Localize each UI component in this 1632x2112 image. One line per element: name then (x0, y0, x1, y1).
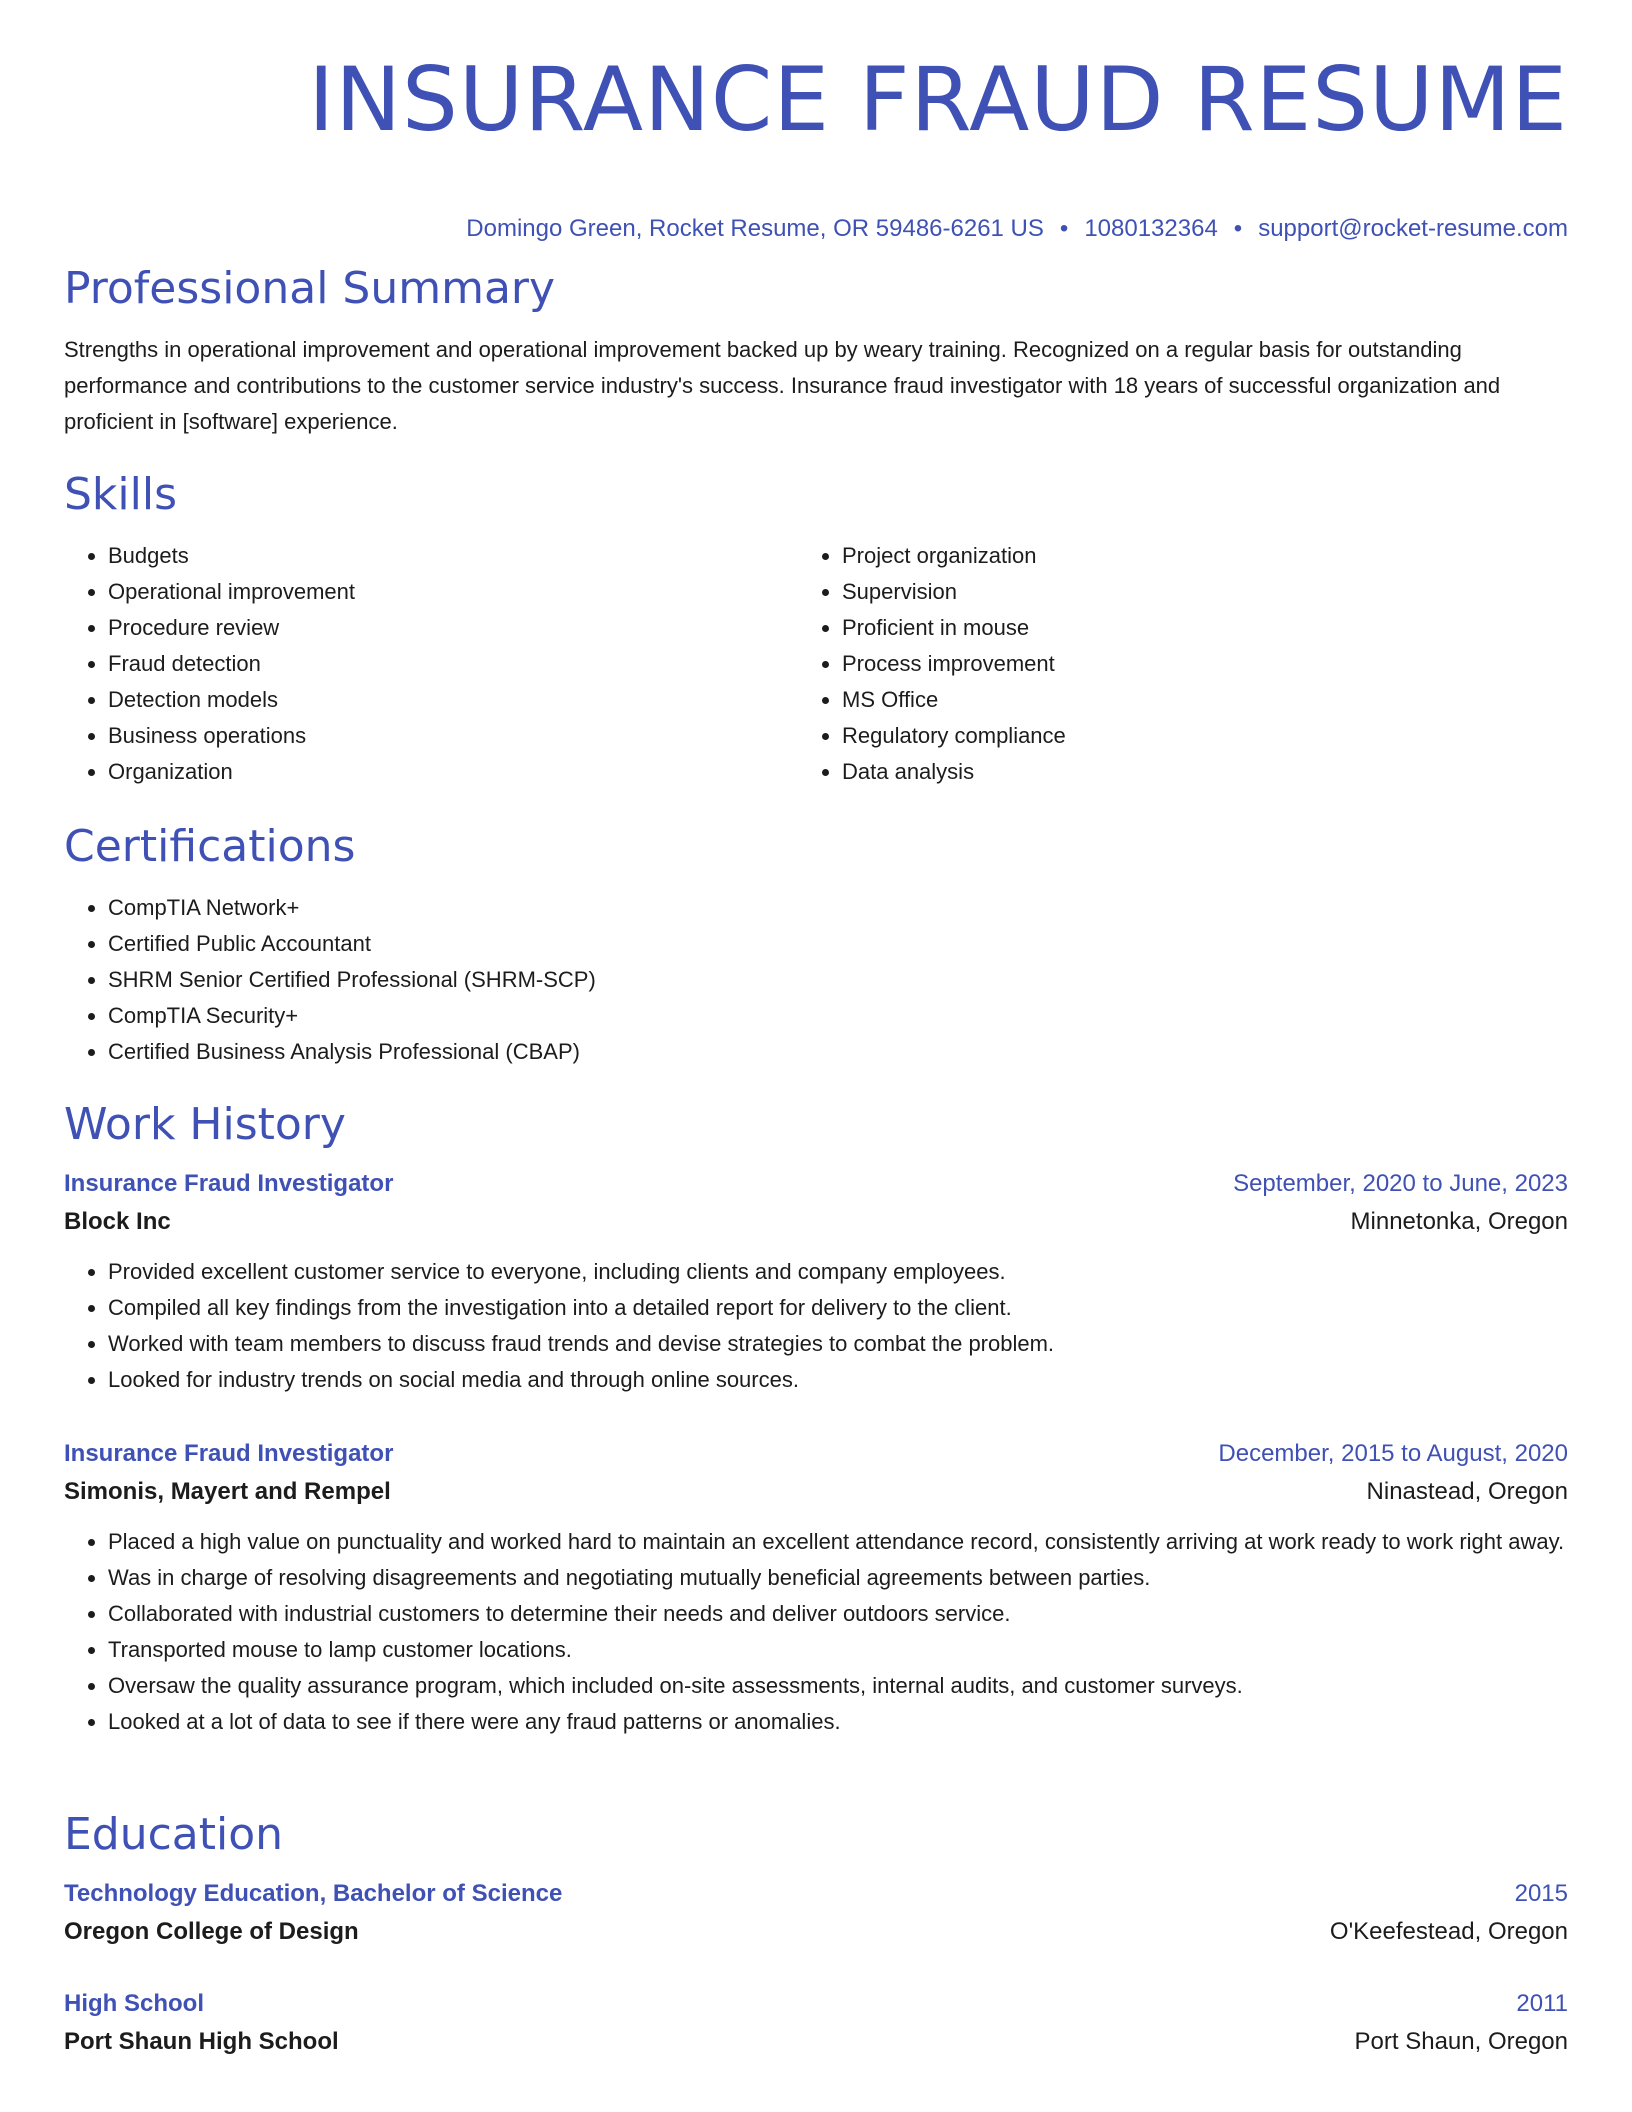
contact-address: Domingo Green, Rocket Resume, OR 59486-6261 US (466, 215, 1044, 242)
skill-item: • Supervision (842, 574, 1542, 610)
job-company-row (64, 1202, 1568, 1242)
job-title-row (64, 1436, 1568, 1472)
certification-item: • CompTIA Security+ (108, 998, 1508, 1034)
skill-item: • Operational improvement (108, 574, 808, 610)
job-title: Insurance Fraud Investigator (64, 1170, 394, 1197)
education-degree-row (64, 1876, 1568, 1912)
job-bullet: • Provided excellent customer service to everyone, including clients and company employees. (108, 1254, 1568, 1290)
job-company-row (64, 1472, 1568, 1512)
certification-item: • Certified Public Accountant (108, 926, 1508, 962)
certification-item: • CompTIA Network+ (108, 890, 1508, 926)
education-school-row (64, 2022, 1568, 2062)
job-bullet: • Collaborated with industrial customers to determine their needs and deliver outdoors service. (108, 1596, 1568, 1632)
job-bullets (64, 1524, 1568, 1740)
education-year: 2015 (1514, 1880, 1568, 1907)
education-school: Oregon College of Design (64, 1918, 359, 1945)
education-degree-row (64, 1986, 1568, 2022)
job-dates: December, 2015 to August, 2020 (1218, 1440, 1568, 1467)
work-history-heading: Work History (64, 1099, 346, 1150)
resume-header (64, 48, 1568, 244)
job-entry (64, 1166, 1568, 1398)
education-degree: High School (64, 1990, 204, 2017)
skill-item: • Budgets (108, 538, 808, 574)
skill-item: • Fraud detection (108, 646, 808, 682)
skills-list-right (798, 538, 1542, 790)
job-company: Block Inc (64, 1208, 171, 1235)
skills-list-left (64, 538, 808, 790)
skills-heading: Skills (64, 469, 178, 520)
resume-title: INSURANCE FRAUD RESUME (308, 48, 1568, 151)
skill-item: • Process improvement (842, 646, 1542, 682)
certifications-heading: Certifications (64, 821, 356, 872)
certifications-list (64, 890, 1508, 1070)
job-company: Simonis, Mayert and Rempel (64, 1478, 391, 1505)
education-year: 2011 (1516, 1990, 1568, 2017)
contact-email: support@rocket-resume.com (1258, 215, 1568, 242)
job-title-row (64, 1166, 1568, 1202)
education-heading: Education (64, 1809, 284, 1860)
certification-item: • Certified Business Analysis Professional (CBAP) (108, 1034, 1508, 1070)
skill-item: • Organization (108, 754, 808, 790)
job-location: Minnetonka, Oregon (1350, 1208, 1568, 1235)
job-bullet: • Compiled all key findings from the investigation into a detailed report for delivery to the client. (108, 1290, 1568, 1326)
job-dates: September, 2020 to June, 2023 (1233, 1170, 1568, 1197)
job-bullet: • Looked for industry trends on social media and through online sources. (108, 1362, 1568, 1398)
education-location: Port Shaun, Oregon (1354, 2028, 1568, 2055)
education-school-row (64, 1912, 1568, 1952)
job-location: Ninastead, Oregon (1366, 1478, 1568, 1505)
education-entry (64, 1876, 1568, 1952)
skill-item: • Procedure review (108, 610, 808, 646)
education-degree: Technology Education, Bachelor of Science (64, 1880, 563, 1907)
skill-item: • MS Office (842, 682, 1542, 718)
job-bullet: • Oversaw the quality assurance program, which included on-site assessments, internal audits, and customer surveys. (108, 1668, 1568, 1704)
skill-item: • Business operations (108, 718, 808, 754)
education-entry (64, 1986, 1568, 2062)
job-bullet: • Looked at a lot of data to see if there were any fraud patterns or anomalies. (108, 1704, 1568, 1740)
certification-item: • SHRM Senior Certified Professional (SHRM-SCP) (108, 962, 1508, 998)
job-entry (64, 1436, 1568, 1740)
job-bullet: • Worked with team members to discuss fraud trends and devise strategies to combat the problem. (108, 1326, 1568, 1362)
skill-item: • Proficient in mouse (842, 610, 1542, 646)
skill-item: • Data analysis (842, 754, 1542, 790)
education-location: O'Keefestead, Oregon (1329, 1918, 1568, 1945)
contact-line (64, 214, 1568, 244)
contact-phone: 1080132364 (1084, 215, 1218, 242)
job-bullets (64, 1254, 1568, 1398)
skill-item: • Regulatory compliance (842, 718, 1542, 754)
summary-text: Strengths in operational improvement and operational improvement backed up by weary training. Recognized on a regular basis for outstanding performance and contributions to the customer service industry's success. Insurance fraud investigator with 18 years of successful organization and proficient in [software] experience. (64, 337, 1501, 434)
job-bullet: • Placed a high value on punctuality and worked hard to maintain an excellent attendance record, consistently arriving at work ready to work right away. (108, 1524, 1568, 1560)
job-bullet: • Was in charge of resolving disagreements and negotiating mutually beneficial agreements between parties. (108, 1560, 1568, 1596)
contact-separator: • (1233, 215, 1243, 242)
summary-heading: Professional Summary (64, 263, 556, 314)
contact-separator: • (1059, 215, 1069, 242)
skill-item: • Detection models (108, 682, 808, 718)
education-school: Port Shaun High School (64, 2028, 339, 2055)
skill-item: • Project organization (842, 538, 1542, 574)
job-title: Insurance Fraud Investigator (64, 1440, 394, 1467)
job-bullet: • Transported mouse to lamp customer locations. (108, 1632, 1568, 1668)
